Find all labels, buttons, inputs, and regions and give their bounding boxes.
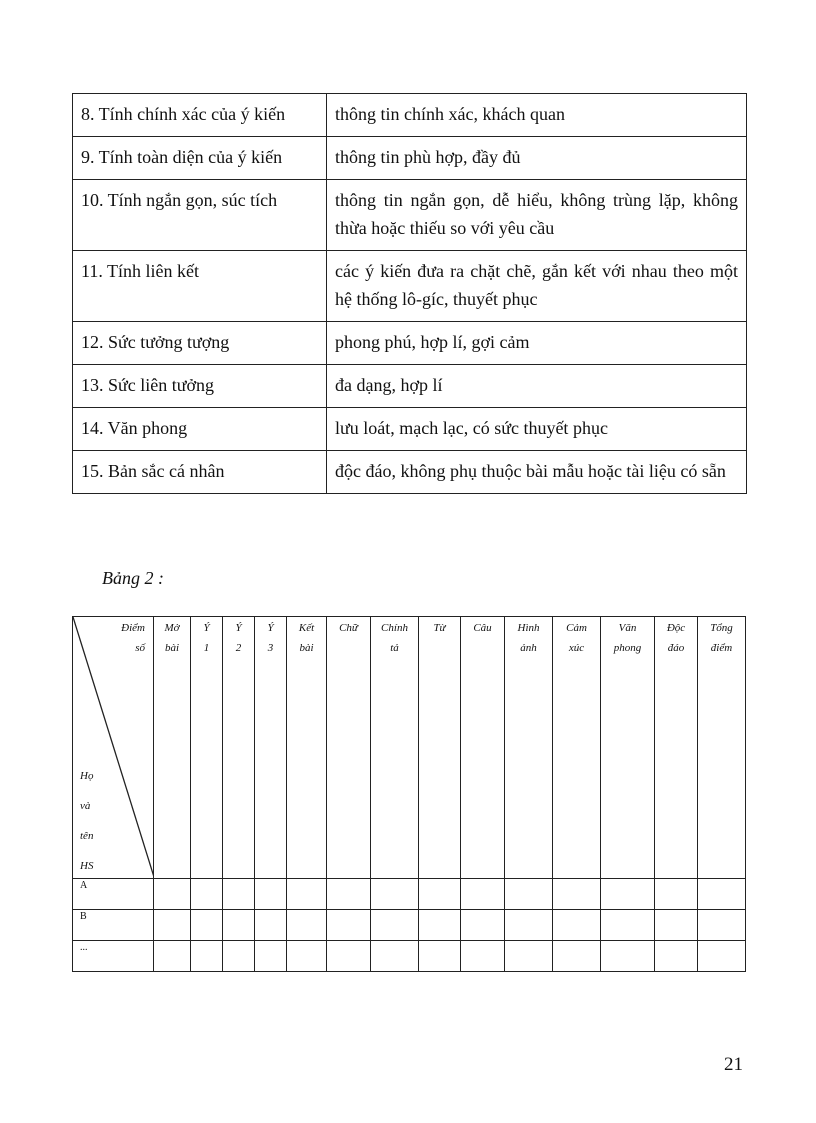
criteria-row xyxy=(73,322,747,365)
description-cell: thông tin phù hợp, đầy đủ xyxy=(327,137,747,180)
score-cell xyxy=(461,941,505,972)
score-cell xyxy=(698,879,746,910)
score-column-header: Câu xyxy=(461,617,505,879)
score-column-header: Từ xyxy=(419,617,461,879)
criterion-cell: 10. Tính ngắn gọn, súc tích xyxy=(73,180,327,251)
score-cell xyxy=(327,941,371,972)
score-cell xyxy=(553,941,601,972)
score-cell xyxy=(371,879,419,910)
student-row xyxy=(73,879,746,910)
score-cell xyxy=(553,910,601,941)
score-cell xyxy=(655,941,698,972)
student-label: ... xyxy=(73,941,154,972)
criterion-cell: 8. Tính chính xác của ý kiến xyxy=(73,94,327,137)
criteria-row xyxy=(73,137,747,180)
description-cell: độc đáo, không phụ thuộc bài mẫu hoặc tài liệu có sẵn xyxy=(327,451,747,494)
description-cell: lưu loát, mạch lạc, có sức thuyết phục xyxy=(327,408,747,451)
score-cell xyxy=(553,879,601,910)
score-cell xyxy=(154,910,191,941)
score-cell xyxy=(505,910,553,941)
score-column-header: Chính tả xyxy=(371,617,419,879)
description-cell: đa dạng, hợp lí xyxy=(327,365,747,408)
criterion-cell: 14. Văn phong xyxy=(73,408,327,451)
score-column-header: Kết bài xyxy=(287,617,327,879)
criterion-cell: 12. Sức tưởng tượng xyxy=(73,322,327,365)
criteria-row xyxy=(73,94,747,137)
student-label: B xyxy=(73,910,154,941)
score-cell xyxy=(223,879,255,910)
score-cell xyxy=(287,879,327,910)
score-cell xyxy=(255,910,287,941)
score-column-header: Độc đáo xyxy=(655,617,698,879)
student-row xyxy=(73,910,746,941)
score-column-header: Mở bài xyxy=(154,617,191,879)
score-cell xyxy=(191,910,223,941)
score-cell xyxy=(505,879,553,910)
criteria-row xyxy=(73,365,747,408)
criterion-cell: 9. Tính toàn diện của ý kiến xyxy=(73,137,327,180)
score-cell xyxy=(154,941,191,972)
score-cell xyxy=(327,879,371,910)
score-cell xyxy=(601,941,655,972)
table2-caption: Bảng 2 : xyxy=(102,568,164,588)
score-cell xyxy=(698,941,746,972)
score-column-header: Chữ xyxy=(327,617,371,879)
score-header-row xyxy=(73,617,746,879)
score-cell xyxy=(698,910,746,941)
score-cell xyxy=(287,910,327,941)
score-cell xyxy=(371,910,419,941)
student-row xyxy=(73,941,746,972)
corner-top-label: Điểm số xyxy=(121,622,145,654)
score-cell xyxy=(461,910,505,941)
score-cell xyxy=(655,879,698,910)
criteria-table xyxy=(72,93,747,494)
score-column-header: Tổng điểm xyxy=(698,617,746,879)
score-cell xyxy=(327,910,371,941)
page-number: 21 xyxy=(724,1054,743,1075)
description-cell: thông tin chính xác, khách quan xyxy=(327,94,747,137)
score-column-header: Hình ảnh xyxy=(505,617,553,879)
score-cell xyxy=(255,941,287,972)
diagonal-corner-cell xyxy=(73,617,154,879)
score-cell xyxy=(419,879,461,910)
score-cell xyxy=(655,910,698,941)
score-cell xyxy=(601,910,655,941)
score-column-header: Ý 1 xyxy=(191,617,223,879)
score-table xyxy=(72,616,746,972)
student-label: A xyxy=(73,879,154,910)
score-cell xyxy=(191,941,223,972)
score-cell xyxy=(461,879,505,910)
score-column-header: Ý 2 xyxy=(223,617,255,879)
score-cell xyxy=(419,910,461,941)
score-column-header: Văn phong xyxy=(601,617,655,879)
description-cell: thông tin ngắn gọn, dễ hiểu, không trùng lặp, không thừa hoặc thiếu so với yêu cầu xyxy=(327,180,747,251)
description-cell: các ý kiến đưa ra chặt chẽ, gắn kết với nhau theo một hệ thống lô-gíc, thuyết phục xyxy=(327,251,747,322)
criteria-row xyxy=(73,251,747,322)
criterion-cell: 11. Tính liên kết xyxy=(73,251,327,322)
description-cell: phong phú, hợp lí, gợi cảm xyxy=(327,322,747,365)
score-cell xyxy=(223,941,255,972)
criterion-cell: 15. Bản sắc cá nhân xyxy=(73,451,327,494)
score-cell xyxy=(255,879,287,910)
score-cell xyxy=(419,941,461,972)
score-cell xyxy=(191,879,223,910)
criteria-row xyxy=(73,180,747,251)
criteria-row xyxy=(73,408,747,451)
criteria-row xyxy=(73,451,747,494)
score-cell xyxy=(505,941,553,972)
score-cell xyxy=(223,910,255,941)
score-column-header: Ý 3 xyxy=(255,617,287,879)
score-cell xyxy=(287,941,327,972)
score-cell xyxy=(601,879,655,910)
score-cell xyxy=(371,941,419,972)
corner-bottom-label: Họ và tên HS xyxy=(80,770,94,872)
criterion-cell: 13. Sức liên tưởng xyxy=(73,365,327,408)
score-cell xyxy=(154,879,191,910)
score-column-header: Cảm xúc xyxy=(553,617,601,879)
